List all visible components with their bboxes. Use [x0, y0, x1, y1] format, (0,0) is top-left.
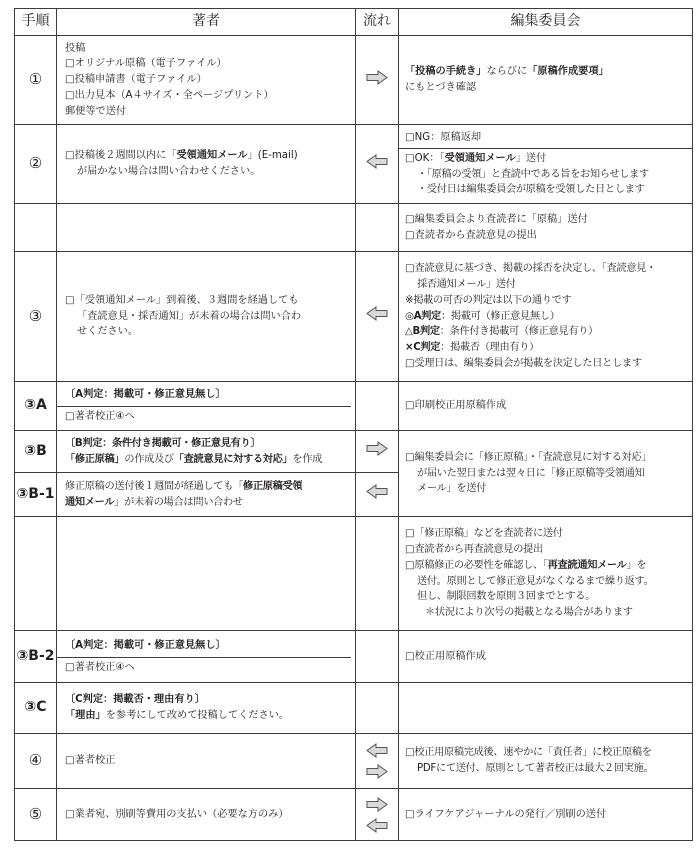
table-row: [15, 431, 693, 473]
author-line: 投稿: [65, 42, 86, 54]
table-row: [15, 789, 693, 841]
flow-cell: [356, 125, 399, 204]
step-label: ③B-1: [15, 473, 57, 517]
author-cell: 〔A判定：掲載可・修正意見無し〕 □著者校正④へ: [57, 631, 356, 683]
step-label: ③B-2: [15, 631, 57, 683]
author-cell: 〔A判定：掲載可・修正意見無し〕 □著者校正④へ: [57, 382, 356, 431]
table-row: [15, 204, 693, 252]
arrow-left-icon: [366, 818, 388, 833]
table-row: [15, 683, 693, 734]
editor-cell: □ライフケアジャーナルの発行／別刷の送付: [399, 789, 693, 841]
arrow-left-icon: [366, 154, 388, 169]
editor-cell: □査読意見に基づき、掲載の採否を決定し、「査読意見・ 採否通知メール」送付 ※掲載の可否の判定は以下の通りです ◎A判定：掲載可（修正意見無し） △B判定：条件付き掲載可（修正意見有り） ×C判定：掲載否（理由有り） □受理日は、編集委員会が掲載を決定した日とします: [399, 252, 693, 382]
author-cell: □業者宛、別刷等費用の支払い（必要な方のみ）: [57, 789, 356, 841]
step-label: ⑤: [15, 789, 57, 841]
author-cell: □著者校正: [57, 734, 356, 789]
header-author: 著者: [57, 9, 356, 36]
table-row: [15, 734, 693, 789]
header-flow: 流れ: [356, 9, 399, 36]
flow-cell: [356, 252, 399, 382]
author-cell: 修正原稿の送付後１週間が経過しても「修正原稿受領 通知メール」が未着の場合は問い合わせ: [57, 473, 356, 517]
step-label: ③A: [15, 382, 57, 431]
table-row: [15, 382, 693, 431]
arrow-right-icon: [366, 764, 388, 779]
flow-cell: [356, 431, 399, 473]
table-row: [15, 125, 693, 204]
editor-cell: □印刷校正用原稿作成: [399, 382, 693, 431]
step-label: ③C: [15, 683, 57, 734]
arrow-right-icon: [366, 797, 388, 812]
step-label: ④: [15, 734, 57, 789]
arrow-left-icon: [366, 743, 388, 758]
editor-cell: □編集委員会に「修正原稿」・「査読意見に対する対応」 が届いた翌日または翌々日に「修正原稿等受領通知 メール」を送付: [399, 431, 693, 517]
author-line: □オリジナル原稿（電子ファイル）: [65, 58, 227, 70]
table-row: [15, 252, 693, 382]
arrow-left-icon: [366, 484, 388, 499]
step-label: ②: [15, 125, 57, 204]
quote-guidelines: 「原稿作成要項」: [527, 66, 609, 78]
editor-cell: □「修正原稿」などを査読者に送付 □査読者から再査読意見の提出 □原稿修正の必要性を確認し、「再査読通知メール」を 送付。原則として修正意見がなくなるまで繰り返す。 但し、制限回数を原則３回までとする。 ＊状況により次号の掲載となる場合があります: [399, 517, 693, 631]
arrow-right-icon: [366, 441, 388, 456]
author-cell: [57, 36, 356, 125]
author-line: 郵便等で送付: [65, 105, 127, 117]
table-row: [15, 631, 693, 683]
flow-cell: [356, 789, 399, 841]
arrow-left-icon: [366, 306, 388, 321]
flow-cell: [356, 36, 399, 125]
arrow-right-icon: [366, 70, 388, 85]
author-line: □出力見本（A４サイズ・全ページプリント）: [65, 89, 274, 101]
flow-cell: [356, 473, 399, 517]
editor-cell: 「投稿の手続き」ならびに「原稿作成要項」 にもとづき確認: [399, 36, 693, 125]
header-step: 手順: [15, 9, 57, 36]
step-label: ①: [15, 36, 57, 125]
flow-cell: [356, 734, 399, 789]
editor-cell: □編集委員会より査読者に「原稿」送付 □査読者から査読意見の提出: [399, 204, 693, 252]
author-cell: □投稿後２週間以内に「受領通知メール」(E-mail) が届かない場合は問い合わせください。: [57, 125, 356, 204]
step-label: ③B: [15, 431, 57, 473]
editor-line: にもとづき確認: [405, 82, 477, 93]
editor-cell: □NG：原稿返却 □OK：「受領通知メール」送付 ・「原稿の受領」と査読中である旨をお知らせします ・受付日は編集委員会が原稿を受領した日とします: [399, 125, 693, 204]
step-label: ③: [15, 252, 57, 382]
header-editor: 編集委員会: [399, 9, 693, 36]
author-line: □投稿申請書（電子ファイル）: [65, 74, 207, 86]
author-cell: □「受領通知メール」到着後、３週間を経過しても 「査読意見・採否通知」が未着の場合は問い合わ せください。: [57, 252, 356, 382]
author-cell: 〔B判定：条件付き掲載可・修正意見有り〕 「修正原稿」の作成及び「査読意見に対する対応」を作成: [57, 431, 356, 473]
editor-cell: □校正用原稿作成: [399, 631, 693, 683]
author-cell: 〔C判定：掲載否・理由有り〕 「理由」を参考にして改めて投稿してください。: [57, 683, 356, 734]
table-row: [15, 36, 693, 125]
editor-cell: □校正用原稿完成後、速やかに「責任者」に校正原稿を PDFにて送付、原則として著者校正は最大２回実施。: [399, 734, 693, 789]
quote-procedure: 「投稿の手続き」: [405, 66, 487, 78]
table-row: [15, 517, 693, 631]
header-row: [15, 9, 693, 36]
submission-flow-table: [14, 8, 693, 841]
